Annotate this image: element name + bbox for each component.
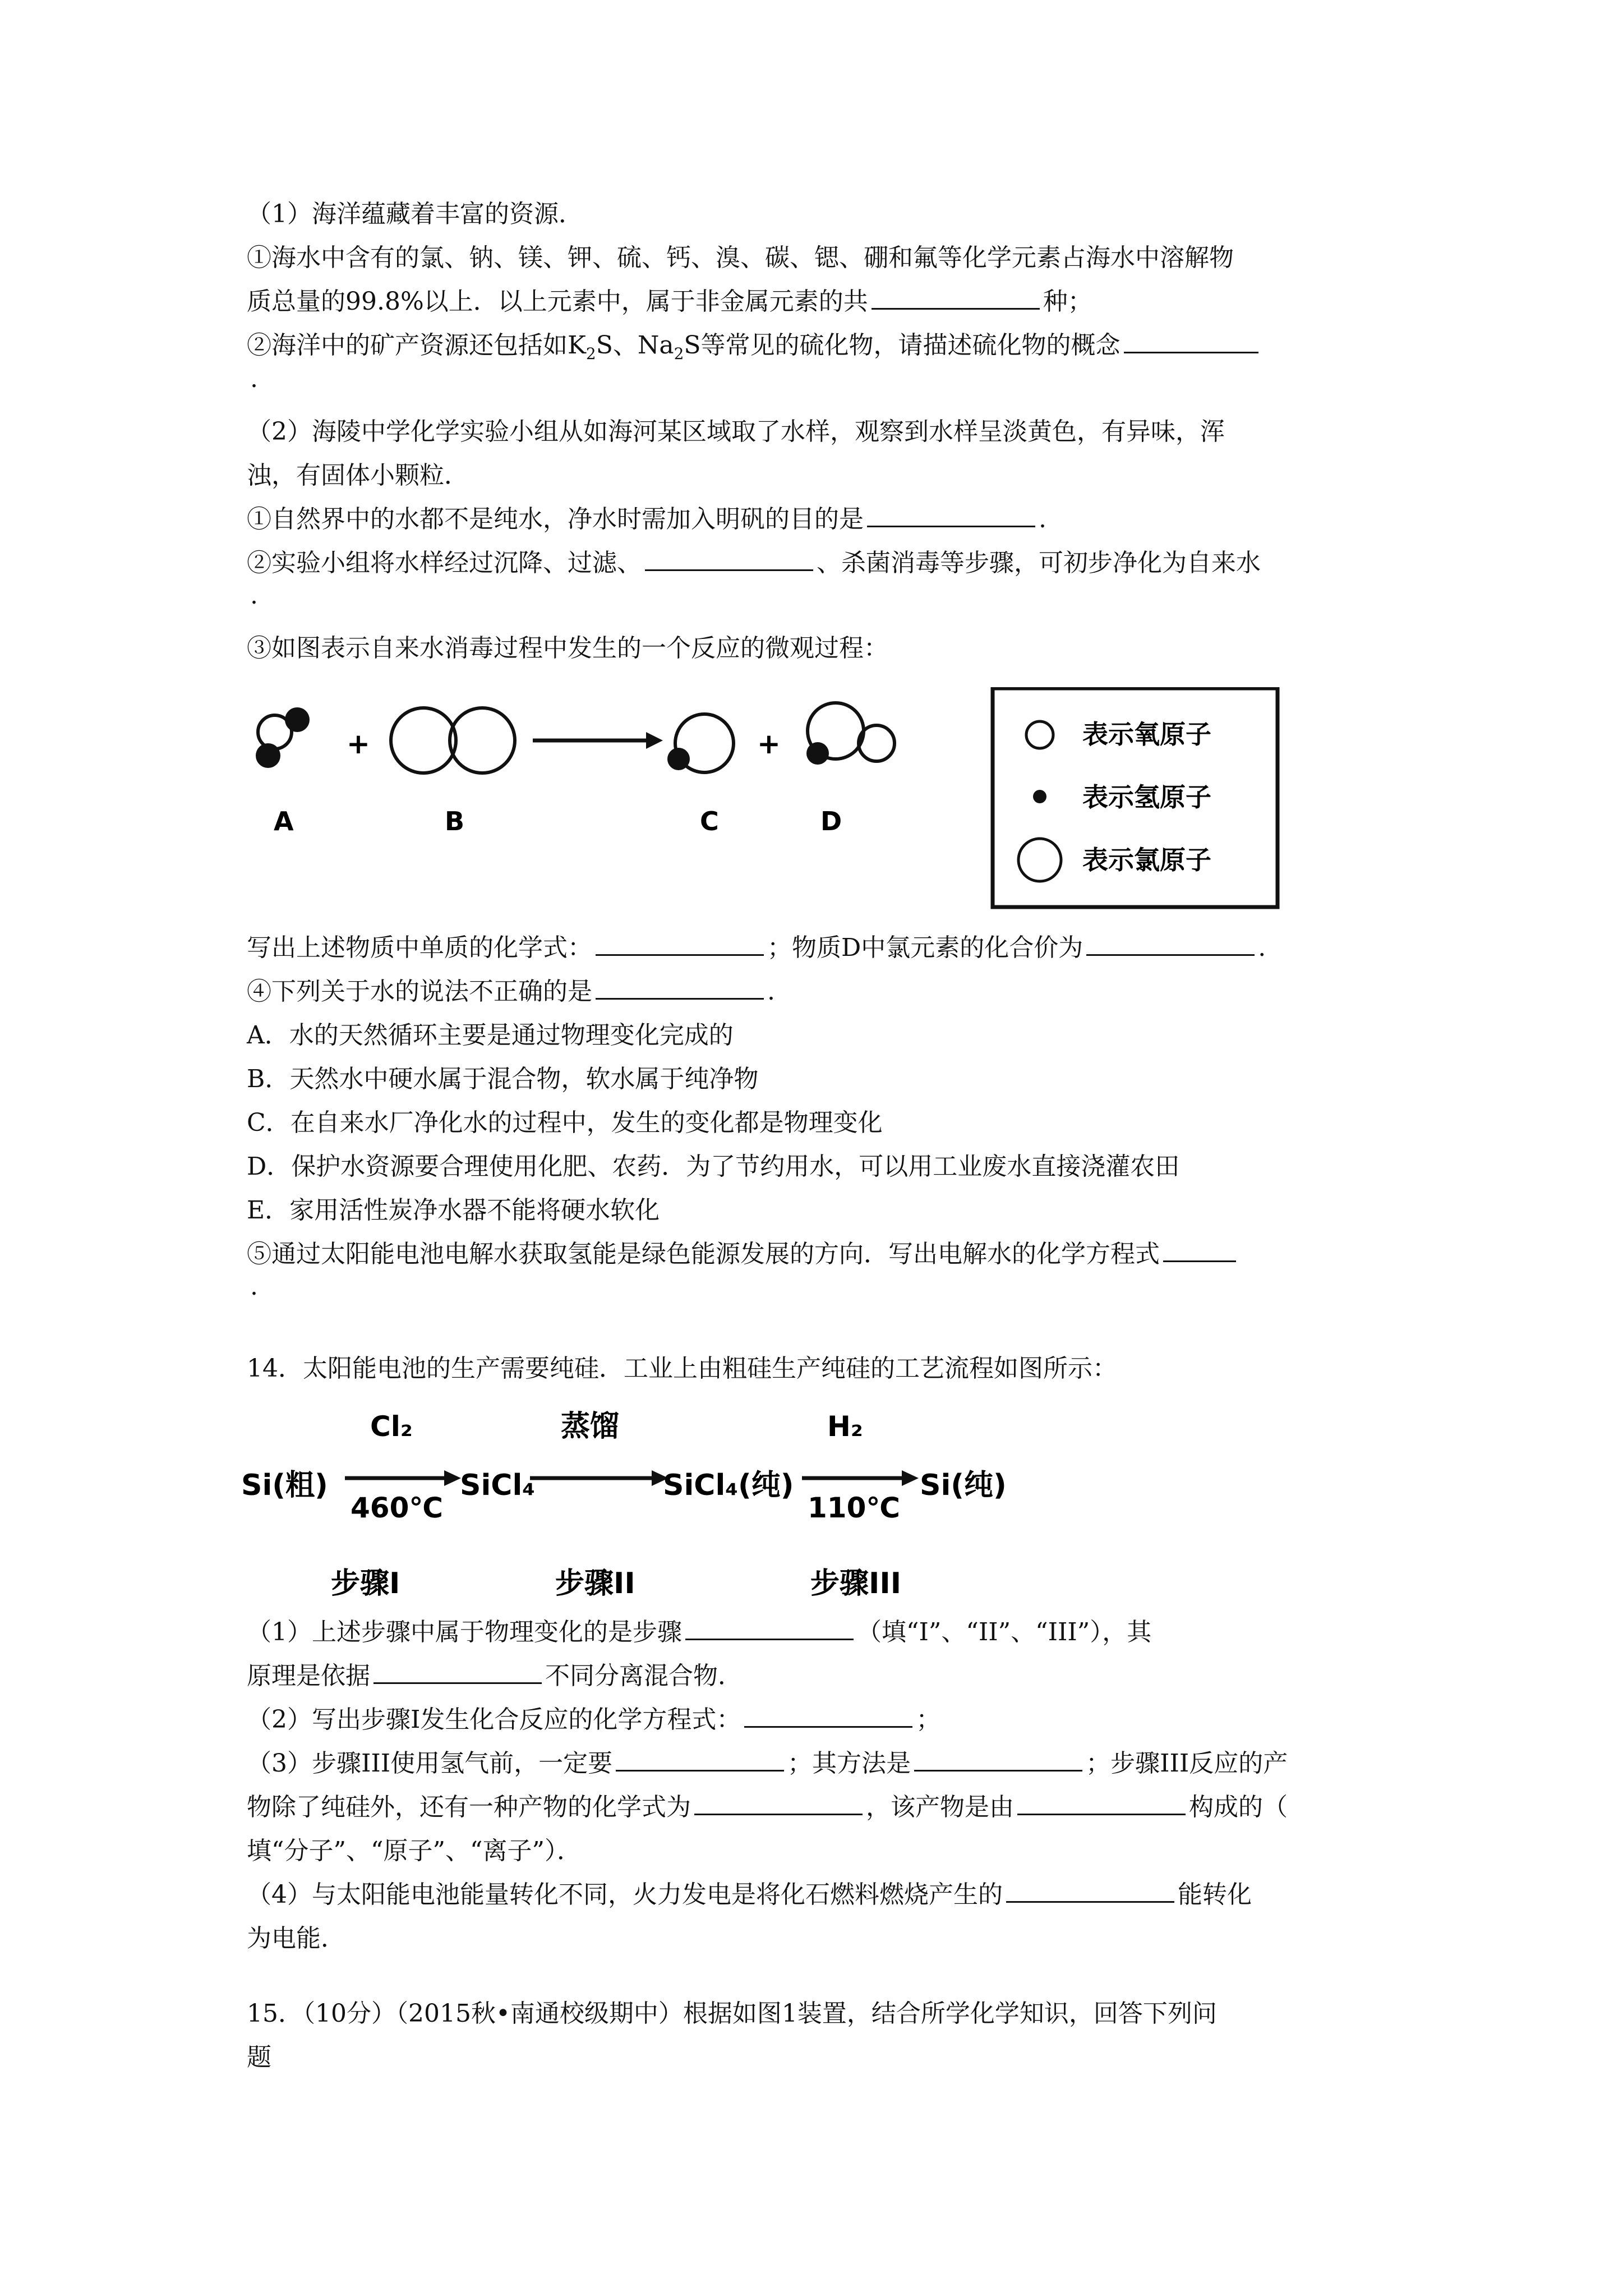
q2-line2: 浊，有固体小颗粒． (247, 461, 469, 490)
flow-cond-110: 110℃ (808, 1492, 900, 1524)
flow-si-pure: Si(纯) (920, 1469, 1007, 1502)
answer-blank[interactable] (685, 1616, 854, 1640)
flow-sicl4-pure: SiCl₄(纯) (663, 1469, 794, 1502)
answer-blank[interactable] (867, 503, 1035, 527)
label-c: C (700, 806, 719, 836)
flow-reagent-cl2: Cl₂ (370, 1410, 413, 1443)
q14-3-line3: 填“分子”、“原子”、“离子”）． (247, 1837, 582, 1865)
answer-blank[interactable] (694, 1791, 863, 1815)
q14-1-line2: 原理是依据 不同分离混合物． (247, 1659, 743, 1693)
molecule-b (391, 708, 515, 773)
q1-1-line1: ①海水中含有的氯、钠、镁、钾、硫、钙、溴、碳、锶、硼和氟等化学元素占海水中溶解物 (247, 243, 1234, 272)
answer-blank[interactable] (596, 976, 764, 1000)
molecule-c (667, 714, 734, 772)
label-d: D (820, 806, 842, 836)
reaction-diagram (241, 687, 1284, 923)
line-dot: . (250, 1272, 258, 1301)
q14-3-line2: 物除了纯硅外，还有一种产物的化学式为 ，该产物是由 构成的（ (247, 1791, 1288, 1824)
q15-line1: 15．（10分）（2015秋•南通校级期中）根据如图1装置，结合所学化学知识，回答下列问 (247, 1999, 1217, 2028)
oxygen-atom-icon (1026, 721, 1053, 748)
answer-blank[interactable] (914, 1747, 1082, 1772)
plus-sign: + (757, 728, 781, 760)
answer-blank[interactable] (1086, 932, 1255, 956)
q14-2-line: （2）写出步骤I发生化合反应的化学方程式： ； (247, 1703, 940, 1737)
q2-2-line: ②实验小组将水样经过沉降、过滤、 、杀菌消毒等步骤，可初步净化为自来水 (247, 546, 1261, 580)
q1-title: （1）海洋蕴藏着丰富的资源． (247, 200, 583, 228)
answer-blank[interactable] (1017, 1791, 1186, 1815)
answer-blank[interactable] (616, 1747, 784, 1772)
q1-2-line: ②海洋中的矿产资源还包括如$K_2S$、$Na_2S$等常见的硫化物，请描述硫化物的概念 (247, 329, 1262, 371)
option-d: D．保护水资源要合理使用化肥、农药．为了节约用水，可以用工业废水直接浇灌农田 (247, 1152, 1180, 1181)
option-c: C．在自来水厂净化水的过程中，发生的变化都是物理变化 (247, 1108, 883, 1137)
answer-blank[interactable] (374, 1660, 542, 1684)
legend-box (993, 688, 1278, 907)
legend-hydrogen: 表示氢原子 (1082, 782, 1211, 812)
q2-1-line: ①自然界中的水都不是纯水，净水时需加入明矾的目的是 . (247, 503, 1046, 536)
molecule-d (806, 703, 895, 765)
write-formula-line: 写出上述物质中单质的化学式： ；物质D中氯元素的化合价为 . (247, 931, 1266, 965)
answer-blank[interactable] (872, 286, 1040, 310)
flow-arrowhead-1 (444, 1470, 461, 1486)
answer-blank[interactable] (596, 932, 764, 956)
option-e: E．家用活性炭净水器不能将硬水软化 (247, 1196, 660, 1225)
line-dot: . (250, 365, 258, 393)
chlorine-atom-icon (1018, 839, 1061, 881)
q14-title: 14．太阳能电池的生产需要纯硅．工业上由粗硅生产纯硅的工艺流程如图所示： (247, 1354, 1117, 1383)
hydrogen-atom-icon (1033, 790, 1046, 803)
process-flow-diagram (241, 1405, 1082, 1607)
answer-blank[interactable] (645, 547, 813, 571)
flow-reagent-distill: 蒸馏 (561, 1410, 620, 1443)
step-2-label: 步骤II (555, 1567, 635, 1600)
flow-arrowhead-3 (902, 1470, 919, 1486)
line-dot: . (250, 581, 258, 610)
plus-sign: + (347, 728, 370, 760)
answer-blank[interactable] (1006, 1879, 1174, 1903)
reaction-arrow (533, 732, 663, 749)
label-b: B (445, 806, 465, 836)
q2-line1: （2）海陵中学化学实验小组从如海河某区域取了水样，观察到水样呈淡黄色，有异味，浑 (247, 417, 1225, 446)
q5-line: ⑤通过太阳能电池电解水获取氢能是绿色能源发展的方向．写出电解水的化学方程式 (247, 1237, 1239, 1271)
flow-sicl4: SiCl₄ (460, 1469, 536, 1502)
molecule-a (256, 707, 310, 768)
answer-blank[interactable] (1124, 329, 1258, 353)
q14-3-line1: （3）步骤III使用氢气前，一定要 ；其方法是 ；步骤III反应的产 (247, 1747, 1288, 1780)
option-b: B．天然水中硬水属于混合物，软水属于纯净物 (247, 1065, 759, 1093)
legend-chlorine: 表示氯原子 (1082, 845, 1211, 875)
q2-3-line: ③如图表示自来水消毒过程中发生的一个反应的微观过程： (247, 634, 888, 662)
q1-1-line2: 质总量的99.8%以上．以上元素中，属于非金属元素的共 种； (247, 285, 1092, 319)
q14-1-line1: （1）上述步骤中属于物理变化的是步骤 （填“I”、“II”、“III”），其 (247, 1616, 1151, 1649)
option-a: A．水的天然循环主要是通过物理变化完成的 (247, 1021, 734, 1050)
flow-reagent-h2: H₂ (827, 1410, 863, 1443)
label-a: A (274, 806, 294, 836)
answer-blank[interactable] (1163, 1238, 1236, 1262)
q4-line: ④下列关于水的说法不正确的是 . (247, 975, 775, 1009)
q14-4-line1: （4）与太阳能电池能量转化不同，火力发电是将化石燃料燃烧产生的 能转化 (247, 1878, 1252, 1912)
q14-4-line2: 为电能． (247, 1924, 345, 1953)
legend-oxygen: 表示氧原子 (1082, 719, 1211, 749)
step-1-label: 步骤I (331, 1567, 400, 1600)
q15-line2: 题 (247, 2043, 271, 2072)
answer-blank[interactable] (744, 1704, 912, 1728)
step-3-label: 步骤III (810, 1567, 902, 1600)
flow-si-crude: Si(粗) (241, 1469, 328, 1502)
flow-cond-460: 460℃ (351, 1492, 443, 1524)
